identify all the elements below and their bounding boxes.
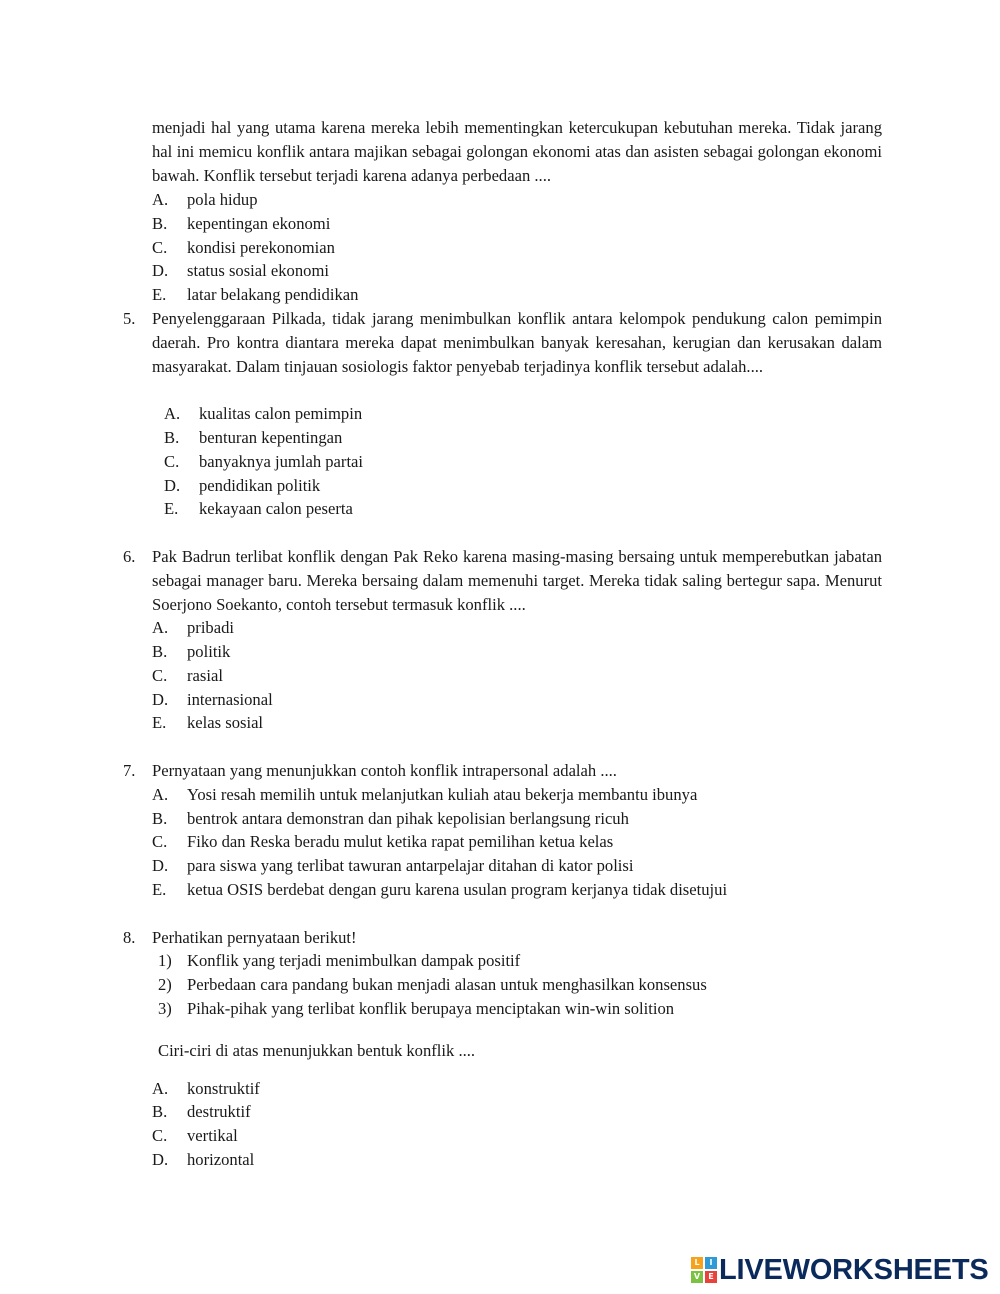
option-text: pendidikan politik [199, 476, 321, 495]
statement-text: Perbedaan cara pandang bukan menjadi alasan untuk menghasilkan konsensus [187, 975, 707, 994]
option-letter: D. [152, 261, 169, 280]
q6-option-c[interactable] [152, 664, 223, 688]
option-text: latar belakang pendidikan [187, 285, 359, 304]
option-letter: A. [164, 404, 181, 423]
option-text: kualitas calon pemimpin [199, 404, 363, 423]
q8-question: Ciri-ciri di atas menunjukkan bentuk konflik .... [158, 1041, 476, 1060]
option-text: ketua OSIS berdebat dengan guru karena usulan program kerjanya tidak disetujui [187, 880, 728, 899]
option-text: bentrok antara demonstran dan pihak kepolisian berlangsung ricuh [187, 809, 629, 828]
statement-text: Konflik yang terjadi menimbulkan dampak positif [187, 951, 521, 970]
option-text: vertikal [187, 1126, 238, 1145]
option-text: pribadi [187, 618, 235, 637]
q8-number: 8. [123, 928, 136, 947]
option-letter: D. [152, 1150, 169, 1169]
statement-text: Pihak-pihak yang terlibat konflik berupaya menciptakan win-win solition [187, 999, 675, 1018]
q5-option-a[interactable] [164, 402, 363, 426]
q7-option-d[interactable] [152, 854, 634, 878]
q4-option-a[interactable] [152, 188, 258, 212]
q8-option-d[interactable] [152, 1148, 255, 1172]
q5-option-e[interactable] [164, 497, 353, 521]
logo-block-v: V [691, 1271, 703, 1283]
q5-stem: Penyelenggaraan Pilkada, tidak jarang menimbulkan konflik antara kelompok pendukung calon pemimpin daerah. Pro kontra diantara mereka dapat menimbulkan banyak keresahan, kerugian dan kerusakan dalam masyarakat. Dalam tinjauan sosiologis faktor penyebab terjadinya konflik tersebut adalah.... [152, 309, 882, 376]
option-letter: D. [164, 476, 181, 495]
option-text: status sosial ekonomi [187, 261, 329, 280]
option-text: rasial [187, 666, 223, 685]
logo-block-i: I [705, 1257, 717, 1269]
option-letter: A. [152, 618, 169, 637]
q8-option-a[interactable] [152, 1077, 260, 1101]
option-letter: B. [152, 809, 168, 828]
option-text: Fiko dan Reska beradu mulut ketika rapat pemilihan ketua kelas [187, 832, 614, 851]
q7-option-a[interactable] [152, 783, 698, 807]
q6-option-b[interactable] [152, 640, 231, 664]
q7-option-b[interactable] [152, 807, 629, 831]
q5-number: 5. [123, 309, 136, 328]
q4-option-d[interactable] [152, 259, 329, 283]
q8-statement-2 [158, 973, 707, 997]
option-letter: A. [152, 1079, 169, 1098]
q8-statement-1 [158, 949, 521, 973]
option-text: kelas sosial [187, 713, 264, 732]
logo-text: LIVEWORKSHEETS [719, 1253, 989, 1286]
q4-option-b[interactable] [152, 212, 331, 236]
option-text: kondisi perekonomian [187, 238, 335, 257]
option-letter: B. [152, 1102, 168, 1121]
option-letter: C. [152, 666, 168, 685]
option-text: Yosi resah memilih untuk melanjutkan kuliah atau bekerja membantu ibunya [187, 785, 698, 804]
option-text: politik [187, 642, 231, 661]
option-text: para siswa yang terlibat tawuran antarpelajar ditahan di kator polisi [187, 856, 634, 875]
option-text: banyaknya jumlah partai [199, 452, 364, 471]
option-text: konstruktif [187, 1079, 260, 1098]
q6-number: 6. [123, 547, 136, 566]
option-text: destruktif [187, 1102, 251, 1121]
q8-option-b[interactable] [152, 1100, 251, 1124]
q7-stem: Pernyataan yang menunjukkan contoh konflik intrapersonal adalah .... [152, 761, 617, 780]
q6-option-e[interactable] [152, 711, 264, 735]
option-text: benturan kepentingan [199, 428, 343, 447]
q6-option-a[interactable] [152, 616, 235, 640]
option-letter: D. [152, 856, 169, 875]
liveworksheets-logo[interactable] [691, 1253, 989, 1287]
statement-number: 2) [158, 975, 172, 994]
q5-option-c[interactable] [164, 450, 364, 474]
logo-block-l: L [691, 1257, 703, 1269]
q5-option-b[interactable] [164, 426, 343, 450]
option-text: pola hidup [187, 190, 258, 209]
q8-statement-3 [158, 997, 675, 1021]
option-letter: C. [152, 238, 168, 257]
option-letter: E. [152, 880, 167, 899]
option-text: internasional [187, 690, 273, 709]
q7-option-e[interactable] [152, 878, 728, 902]
option-letter: B. [164, 428, 180, 447]
option-letter: C. [152, 832, 168, 851]
option-letter: E. [164, 499, 179, 518]
option-letter: D. [152, 690, 169, 709]
q6-stem: Pak Badrun terlibat konflik dengan Pak Reko karena masing-masing bersaing untuk memperebutkan jabatan sebagai manager baru. Mereka bersaing dalam memenuhi target. Mereka tidak saling bertegur sapa. Menurut Soerjono Soekanto, contoh tersebut termasuk konflik .... [152, 547, 882, 614]
option-letter: B. [152, 642, 168, 661]
statement-number: 1) [158, 951, 172, 970]
q7-number: 7. [123, 761, 136, 780]
option-letter: B. [152, 214, 168, 233]
option-letter: C. [152, 1126, 168, 1145]
logo-blocks-icon [691, 1257, 717, 1283]
option-letter: E. [152, 713, 167, 732]
logo-block-e: E [705, 1271, 717, 1283]
q5-option-d[interactable] [164, 474, 321, 498]
q8-stem: Perhatikan pernyataan berikut! [152, 928, 357, 947]
q8-option-c[interactable] [152, 1124, 238, 1148]
q4-option-c[interactable] [152, 236, 335, 260]
q4-stem: menjadi hal yang utama karena mereka lebih mementingkan ketercukupan kebutuhan mereka. Tidak jarang hal ini memicu konflik antara majikan sebagai golongan ekonomi atas dan asisten sebagai golongan ekonomi bawah. Konflik tersebut terjadi karena adanya perbedaan .... [152, 118, 882, 185]
option-text: horizontal [187, 1150, 255, 1169]
option-letter: A. [152, 190, 169, 209]
option-letter: C. [164, 452, 180, 471]
q6-option-d[interactable] [152, 688, 273, 712]
q7-option-c[interactable] [152, 830, 614, 854]
option-text: kepentingan ekonomi [187, 214, 331, 233]
option-text: kekayaan calon peserta [199, 499, 353, 518]
option-letter: A. [152, 785, 169, 804]
option-letter: E. [152, 285, 167, 304]
statement-number: 3) [158, 999, 172, 1018]
q4-option-e[interactable] [152, 283, 359, 307]
